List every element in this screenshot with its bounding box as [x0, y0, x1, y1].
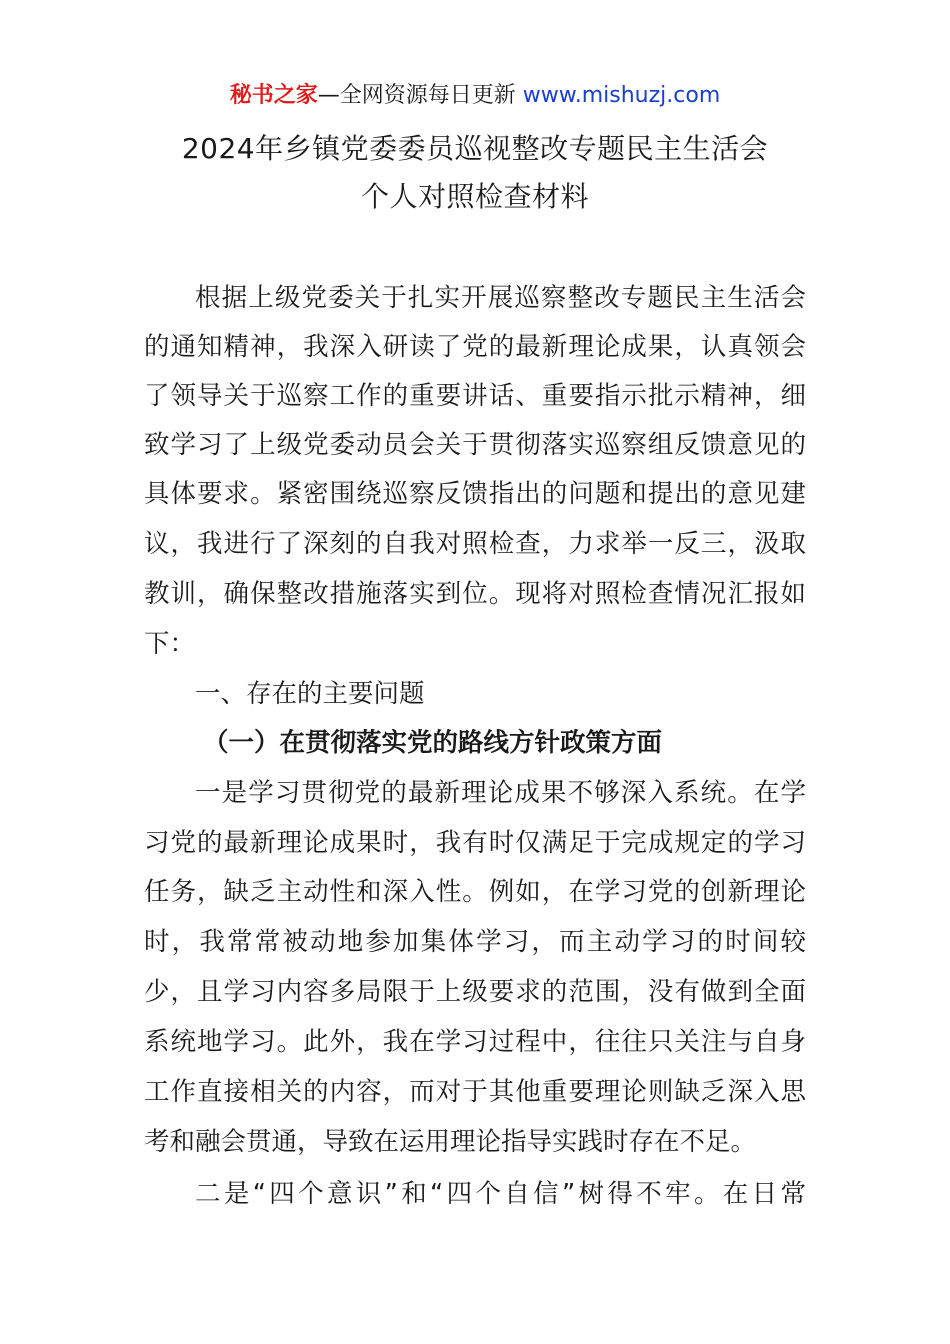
watermark-tagline: —全网资源每日更新	[317, 83, 516, 108]
body-text-line: 致学习了上级党委动员会关于贯彻落实巡察组反馈意见的	[144, 430, 806, 460]
section-heading: 一、存在的主要问题	[195, 679, 425, 709]
site-watermark	[0, 80, 950, 112]
body-text-line: 下：	[144, 629, 196, 659]
body-text-line: 习党的最新理论成果时，我有时仅满足于完成规定的学习	[144, 828, 806, 858]
body-text-line: 了领导关于巡察工作的重要讲话、重要指示批示精神，细	[144, 381, 806, 411]
body-text-line: 根据上级党委关于扎实开展巡察整改专题民主生活会	[195, 283, 806, 313]
body-text-line: 考和融会贯通，导致在运用理论指导实践时存在不足。	[144, 1127, 757, 1157]
document-title-line-1: 2024年乡镇党委委员巡视整改专题民主生活会	[181, 132, 769, 165]
body-text-line: 教训，确保整改措施落实到位。现将对照检查情况汇报如	[144, 579, 806, 609]
watermark-url[interactable]: www.mishuzj.com	[522, 83, 721, 108]
subsection-heading: （一）在贯彻落实党的路线方针政策方面	[203, 728, 663, 758]
body-text-line: 具体要求。紧密围绕巡察反馈指出的问题和提出的意见建	[144, 479, 806, 509]
body-text-line: 一是学习贯彻党的最新理论成果不够深入系统。在学	[195, 778, 806, 808]
body-text-line: 系统地学习。此外，我在学习过程中，往往只关注与自身	[144, 1027, 806, 1057]
body-text-line: 二是“四个意识”和“四个自信”树得不牢。在日常	[195, 1179, 806, 1209]
body-text-line: 工作直接相关的内容，而对于其他重要理论则缺乏深入思	[144, 1077, 806, 1107]
body-text-line: 议，我进行了深刻的自我对照检查，力求举一反三，汲取	[144, 529, 806, 559]
body-text-line: 的通知精神，我深入研读了党的最新理论成果，认真领会	[144, 332, 806, 362]
watermark-brand: 秘书之家	[229, 83, 318, 108]
body-text-line: 任务，缺乏主动性和深入性。例如，在学习党的创新理论	[144, 877, 806, 907]
body-text-line: 少，且学习内容多局限于上级要求的范围，没有做到全面	[144, 977, 806, 1007]
body-text-line: 时，我常常被动地参加集体学习，而主动学习的时间较	[144, 927, 806, 957]
document-title-line-2: 个人对照检查材料	[360, 180, 589, 213]
